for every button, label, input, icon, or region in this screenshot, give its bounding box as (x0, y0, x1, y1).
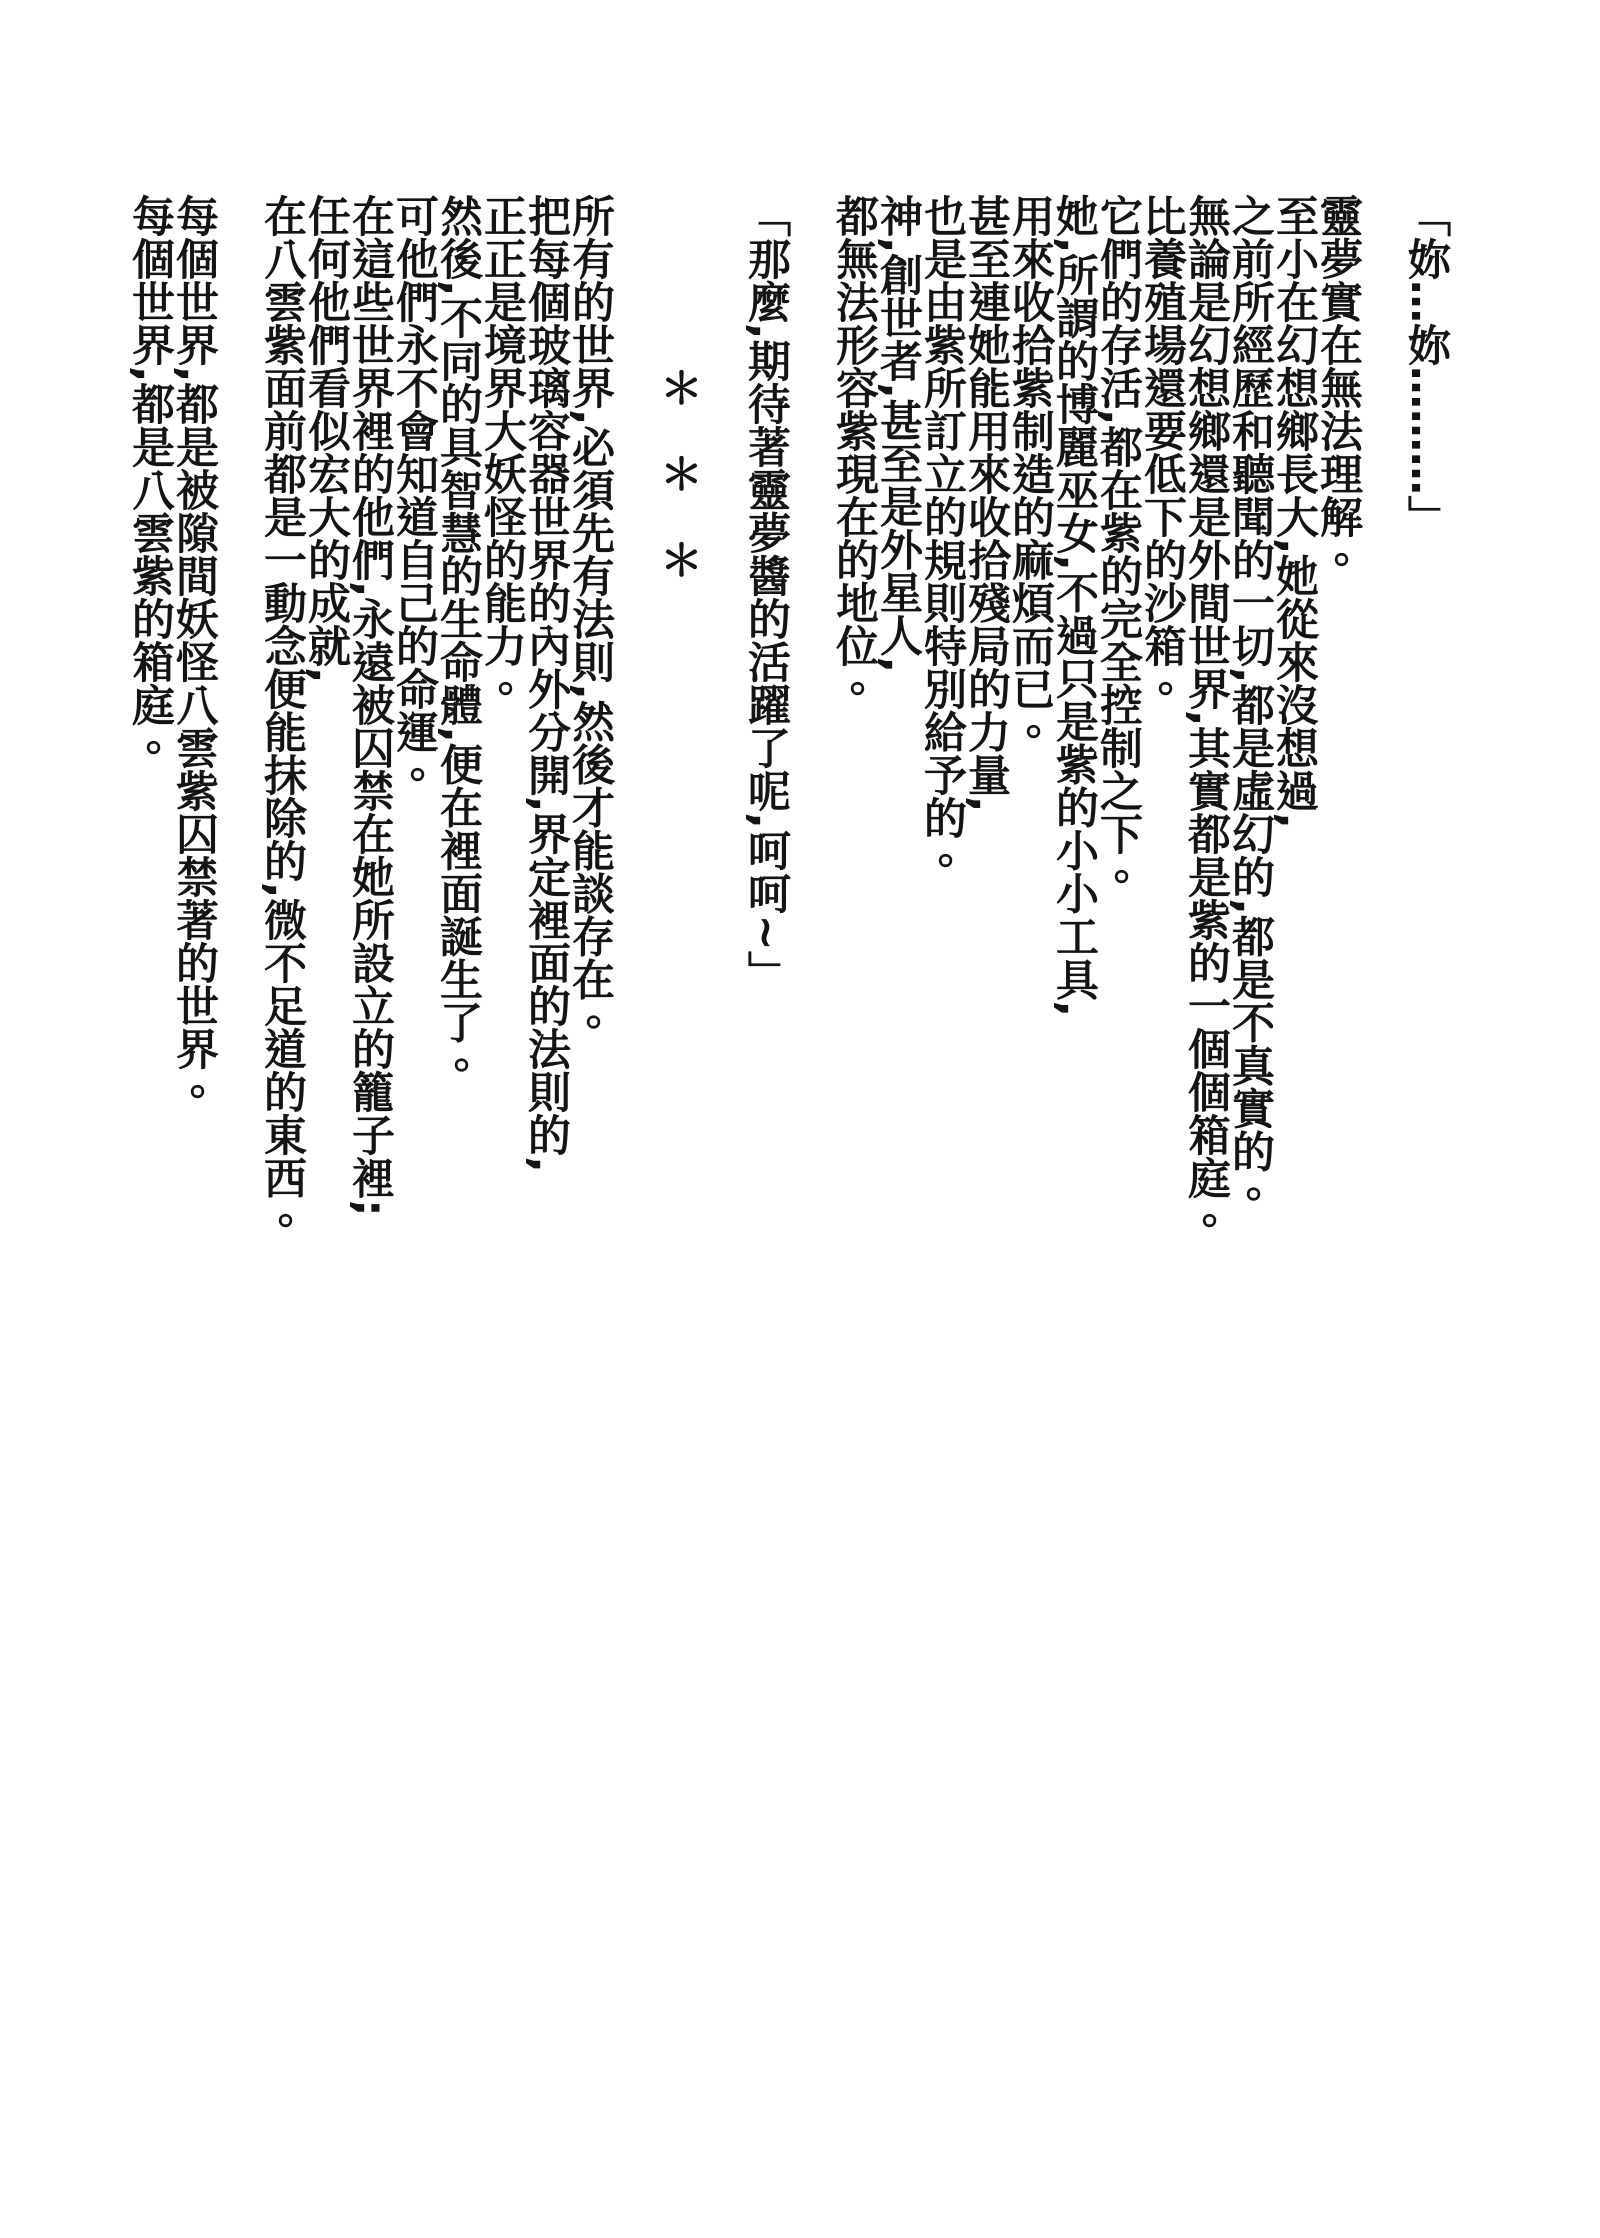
text-line: 它們的存活,都在紫的完全控制之下。 (1093, 194, 1143, 899)
text-line: 所有的世界,必須先有法則,然後才能談存在。 (565, 194, 615, 1044)
text-line: 可他們永不會知道自己的命運。 (389, 194, 439, 796)
text-line: 無論是幻想鄉還是外間世界,其實都是紫的一個個箱庭。 (1181, 194, 1231, 1243)
text-line: 在八雲紫面前都是一動念便能抹除的,微不足道的東西。 (257, 194, 307, 1243)
text-line: 正正是境界大妖怪的能力。 (477, 194, 527, 710)
text-line: 每個世界,都是八雲紫的箱庭。 (125, 194, 175, 770)
text-line: 也是由紫所訂立的規則特別給予的。 (917, 194, 967, 882)
blank-line (700, 194, 744, 1694)
text-line: 用來收拾紫制造的麻煩而已。 (1005, 194, 1055, 753)
blank-line (216, 194, 260, 1694)
dialogue-line: 「那麼,期待著靈夢醬的活躍了呢,呵呵~」 (741, 194, 791, 994)
section-separator: ＊ ＊ ＊ (653, 194, 703, 581)
blank-line (1360, 194, 1404, 1694)
text-line: 之前所經歷和聽聞的一切,都是虛幻的,都是不真實的。 (1225, 194, 1275, 1216)
blank-line (612, 194, 656, 1694)
text-line: 把每個玻璃容器世界的內外分開,界定裡面的法則的, (521, 194, 571, 1173)
text-line: 任何他們看似宏大的成就, (301, 194, 351, 684)
text-line: 比養殖場還要低下的沙箱。 (1137, 194, 1187, 710)
blank-line (788, 194, 832, 1694)
text-line: 甚至連她能用來收拾殘局的力量, (961, 194, 1011, 813)
text-line: 都無法形容紫現在的地位。 (829, 194, 879, 710)
text-line: 然後,不同的具智慧的生命體,便在裡面誕生了。 (433, 194, 483, 1087)
vertical-text-block (125, 194, 1451, 1694)
text-line: 靈夢實在無法理解。 (1313, 194, 1363, 581)
dialogue-line: 「妳…妳………」 (1401, 194, 1451, 538)
text-line: 神,創世者,甚至是外星人, (873, 194, 923, 674)
text-line: 至小在幻想鄉長大,她從來沒想過, (1269, 194, 1319, 829)
text-line: 每個世界,都是被隙間妖怪八雲紫囚禁著的世界。 (169, 194, 219, 1114)
text-line: 她,所謂的博麗巫女,不過只是紫的小小工具, (1049, 194, 1099, 1018)
text-line: 在這些世界裡的他們,永遠被囚禁在她所設立的籠子裡; (345, 194, 395, 1217)
